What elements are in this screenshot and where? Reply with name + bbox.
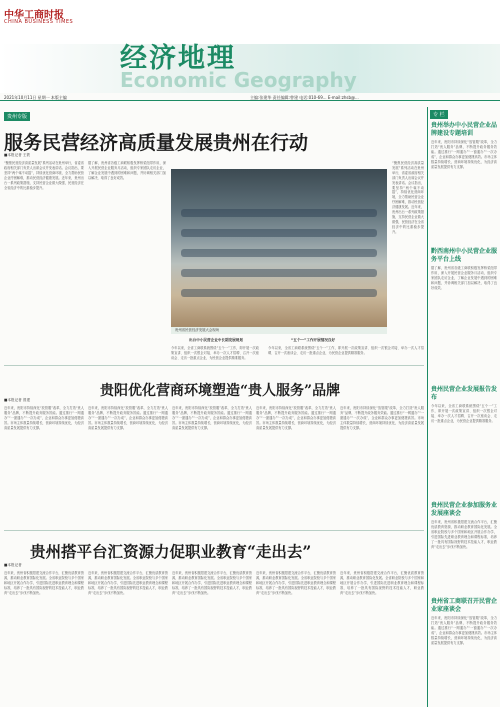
article1-body-col1: “聚焦民营经济高质量发展”系列活动在贵州举行，省委省政府相关部门负责人出席会议并发表讲话。会议指出，要坚持“两个毫不动摇”，持续优化营商环境，全力帮助民营企业纾困解难，推动民营经济健康发展。近年来，贵州出台一系列政策措施，支持民营企业做大做强，民营经济在全省经济中的比重稳步提升。 bbox=[4, 161, 84, 190]
article3-byline: ■本报记者 bbox=[4, 563, 22, 567]
article2-body-col1: 近年来，贵阳市持续深化“放管服”改革，全力打造“贵人服务”品牌，不断提升政务服务效能。通过推行“一网通办”“一窗通办”“一次办成”，企业和群众办事更加便捷高效。市场主体数量持续增长，营商环境持续优化，为经济高质量发展提供有力支撑。 bbox=[4, 406, 84, 430]
article1-body-col3: 今年以来，全省工商联系统围绕“五个一”工作，即开展一次政策宣讲、组织一次银企对接、举办一次人才招聘、召开一次座谈会、走访一批重点企业，为民营企业提供精准服务。 bbox=[171, 346, 259, 360]
article2-headline: 贵阳优化营商环境塑造“贵人服务”品牌 bbox=[100, 383, 341, 399]
article2-body-col5: 近年来，贵阳市持续深化“放管服”改革，全力打造“贵人服务”品牌，不断提升政务服务效能。通过推行“一网通办”“一窗通办”“一次办成”，企业和群众办事更加便捷高效。市场主体数量持续增长，营商环境持续优化，为经济高质量发展提供有力支撑。 bbox=[340, 406, 424, 430]
article2-byline: ■本报记者 曾建 bbox=[4, 398, 31, 402]
section-title-en: Economic Geography bbox=[120, 68, 357, 92]
right-column-heading: 贵州省工商联召开民营企业家座谈会 bbox=[431, 598, 498, 613]
right-column-body: 今年以来，全省工商联系统围绕“五个一”工作，即开展一次政策宣讲、组织一次银企对接、举办一次人才招聘、召开一次座谈会、走访一批重点企业，为民营企业提供精准服务。 bbox=[431, 404, 497, 423]
section-title: 经济地理 bbox=[120, 43, 236, 74]
article1-body-col2: 据了解，贵州省各级工商联积极发挥桥梁纽带作用，深入开展民营企业服务月活动，组织专家团队走访企业，了解企业发展中遇到的困难和问题，并协调相关部门加以解决，取得了良好成效。 bbox=[88, 161, 166, 180]
section-tag: 贵州专版 bbox=[4, 112, 30, 121]
right-column-heading: 贵州举办中小民营企业品牌建设专题培训 bbox=[431, 122, 498, 137]
article1-headline: 服务民营经济高质量发展贵州在行动 bbox=[4, 132, 309, 154]
article-divider bbox=[4, 530, 424, 531]
right-column-heading: 黔西南州中小民营企业服务平台上线 bbox=[431, 248, 498, 263]
right-column-body: 近年来，贵阳市持续深化“放管服”改革，全力打造“贵人服务”品牌，不断提升政务服务效能。通过推行“一网通办”“一窗通办”“一次办成”，企业和群众办事更加便捷高效。市场主体数量持续增长，营商环境持续优化，为经济高质量发展提供有力支撑。 bbox=[431, 140, 497, 169]
article2-body-col2: 近年来，贵阳市持续深化“放管服”改革，全力打造“贵人服务”品牌，不断提升政务服务效能。通过推行“一网通办”“一窗通办”“一次办成”，企业和群众办事更加便捷高效。市场主体数量持续增长，营商环境持续优化，为经济高质量发展提供有力支撑。 bbox=[88, 406, 168, 430]
right-column-heading: 贵州民营企业发展报告发布 bbox=[431, 386, 498, 401]
column-tag: 专 栏 bbox=[430, 110, 448, 119]
photo-caption: 贵州省民营经济发展大会现场 bbox=[171, 327, 387, 334]
article1-photo bbox=[171, 169, 387, 327]
article2-body-col3: 近年来，贵阳市持续深化“放管服”改革，全力打造“贵人服务”品牌，不断提升政务服务效能。通过推行“一网通办”“一窗通办”“一次办成”，企业和群众办事更加便捷高效。市场主体数量持续增长，营商环境持续优化，为经济高质量发展提供有力支撑。 bbox=[172, 406, 252, 430]
article1-body-col4: 今年以来，全省工商联系统围绕“五个一”工作，即开展一次政策宣讲、组织一次银企对接、举办一次人才招聘、召开一次座谈会、走访一批重点企业，为民营企业提供精准服务。 bbox=[268, 346, 424, 355]
right-column-body: 近年来，贵州省积极搭建交流合作平台，汇聚优质教育资源，推动职业教育国际化发展。全省职业院校与多个国家和地区开展合作办学，引进国际先进职业教育理念和课程标准，培养了一批具有国际视野的技术技能人才，职业教育“走出去”步伐不断加快。 bbox=[431, 520, 497, 549]
newspaper-name: 中华工商时报 bbox=[4, 10, 64, 21]
article3-body-col3: 近年来，贵州省积极搭建交流合作平台，汇聚优质教育资源，推动职业教育国际化发展。全省职业院校与多个国家和地区开展合作办学，引进国际先进职业教育理念和课程标准，培养了一批具有国际视野的技术技能人才，职业教育“走出去”步伐不断加快。 bbox=[172, 571, 252, 595]
editor-info: 主编:张建华 责任编辑:曾建 电话:010-69... E-mail:zhsb@... bbox=[250, 95, 359, 100]
article3-body-col5: 近年来，贵州省积极搭建交流合作平台，汇聚优质教育资源，推动职业教育国际化发展。全省职业院校与多个国家和地区开展合作办学，引进国际先进职业教育理念和课程标准，培养了一批具有国际视野的技术技能人才，职业教育“走出去”步伐不断加快。 bbox=[340, 571, 424, 595]
right-column-body: 近年来，贵阳市持续深化“放管服”改革，全力打造“贵人服务”品牌，不断提升政务服务效能。通过推行“一网通办”“一窗通办”“一次办成”，企业和群众办事更加便捷高效。市场主体数量持续增长，营商环境持续优化，为经济高质量发展提供有力支撑。 bbox=[431, 616, 497, 645]
right-column-heading: 贵州民营企业参加服务业发展座谈会 bbox=[431, 502, 498, 517]
article1-body-col5: “聚焦民营经济高质量发展”系列活动在贵州举行，省委省政府相关部门负责人出席会议并发表讲话。会议指出，要坚持“两个毫不动摇”，持续优化营商环境，全力帮助民营企业纾困解难，推动民营经济健康发展。近年来，贵州出台一系列政策措施，支持民营企业做大做强，民营经济在全省经济中的比重稳步提升。 bbox=[392, 161, 424, 234]
article1-byline: ■本报记者 王铁 bbox=[4, 153, 31, 157]
article3-headline: 贵州搭平台汇资源力促职业教育“走出去” bbox=[30, 542, 312, 561]
article1-subhead2: “五个一”工作开展情况良好 bbox=[290, 338, 336, 342]
article-divider bbox=[4, 365, 424, 366]
article2-body-col4: 近年来，贵阳市持续深化“放管服”改革，全力打造“贵人服务”品牌，不断提升政务服务效能。通过推行“一网通办”“一窗通办”“一次办成”，企业和群众办事更加便捷高效。市场主体数量持续增长，营商环境持续优化，为经济高质量发展提供有力支撑。 bbox=[256, 406, 336, 430]
article3-body-col4: 近年来，贵州省积极搭建交流合作平台，汇聚优质教育资源，推动职业教育国际化发展。全省职业院校与多个国家和地区开展合作办学，引进国际先进职业教育理念和课程标准，培养了一批具有国际视野的技术技能人才，职业教育“走出去”步伐不断加快。 bbox=[256, 571, 336, 595]
masthead-rule bbox=[0, 100, 500, 101]
dateline: 2021年10月11日 星期一 本版主编 bbox=[4, 95, 67, 100]
article3-body-col2: 近年来，贵州省积极搭建交流合作平台，汇聚优质教育资源，推动职业教育国际化发展。全省职业院校与多个国家和地区开展合作办学，引进国际先进职业教育理念和课程标准，培养了一批具有国际视野的技术技能人才，职业教育“走出去”步伐不断加快。 bbox=[88, 571, 168, 595]
newspaper-name-en: CHINA BUSINESS TIMES bbox=[4, 19, 74, 25]
article1-subhead1: 出台中小民营企业中长期发展规划 bbox=[189, 338, 243, 342]
article3-body-col1: 近年来，贵州省积极搭建交流合作平台，汇聚优质教育资源，推动职业教育国际化发展。全省职业院校与多个国家和地区开展合作办学，引进国际先进职业教育理念和课程标准，培养了一批具有国际视野的技术技能人才，职业教育“走出去”步伐不断加快。 bbox=[4, 571, 84, 595]
right-column-body: 据了解，贵州省各级工商联积极发挥桥梁纽带作用，深入开展民营企业服务月活动，组织专家团队走访企业，了解企业发展中遇到的困难和问题，并协调相关部门加以解决，取得了良好成效。 bbox=[431, 266, 497, 290]
